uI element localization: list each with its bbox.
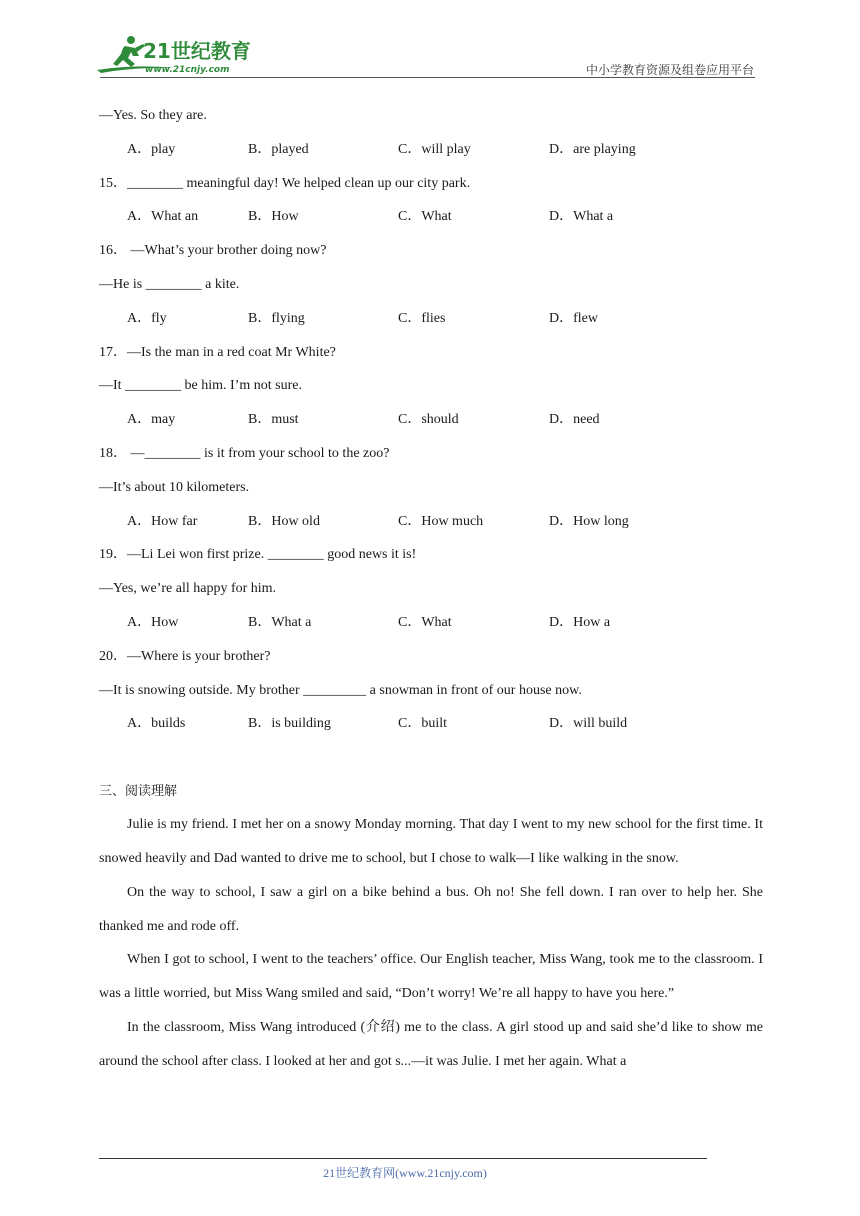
answer-option: D．flew — [549, 310, 598, 326]
answer-options — [99, 408, 763, 442]
question-line: —It ________ be him. I’m not sure. — [99, 378, 302, 394]
answer-option: D．need — [549, 412, 600, 428]
answer-option: B．is building — [248, 716, 331, 732]
question-line: —Yes, we’re all happy for him. — [99, 581, 277, 597]
answer-options — [99, 510, 763, 544]
question-line: —It’s about 10 kilometers. — [99, 479, 250, 495]
section-title: 三、阅读理解 — [99, 784, 178, 800]
platform-name: 中小学教育资源及组卷应用平台 — [585, 63, 754, 77]
answer-option: D．How a — [549, 614, 611, 630]
passage-paragraph: In the classroom, Miss Wang introduced (介绍) me to the class. A girl stood up and said she’d like to show me around the school after class. I looked at her and got s...—it was Julie. I met her again. What a — [99, 1019, 763, 1069]
passage-paragraph: On the way to school, I saw a girl on a bike behind a bus. Oh no! She fell down. I ran over to help her. She thanked me and rode off. — [99, 884, 763, 934]
answer-options — [99, 138, 763, 172]
passage-paragraph: When I got to school, I went to the teachers’ office. Our English teacher, Miss Wang, took me to the classroom. I was a little worried, but Miss Wang smiled and said, “Don’t worry! We’re all happy to have you here.” — [99, 952, 763, 1002]
svg-text:www.21cnjy.com: www.21cnjy.com — [145, 65, 230, 75]
question-line: —Yes. So they are. — [99, 108, 207, 123]
svg-text:21世纪教育: 21世纪教育 — [143, 39, 251, 63]
answer-option: D．will build — [549, 716, 628, 732]
question-line: 15．________ meaningful day! We helped clean up our city park. — [99, 175, 471, 191]
question-lines — [99, 104, 763, 746]
answer-options — [99, 712, 763, 746]
answer-option: D．What a — [549, 209, 614, 225]
passage-paragraph: Julie is my friend. I met her on a snowy Monday morning. That day I went to my new school for the first time. It snowed heavily and Dad wanted to drive me to school, but I chose to walk—I like walking in the snow. — [99, 817, 763, 866]
answer-option: C．How much — [398, 513, 484, 529]
answer-option: B．What a — [248, 614, 312, 630]
answer-option: C．What — [398, 209, 452, 225]
answer-option: C．built — [398, 716, 448, 732]
answer-option: A．play — [127, 141, 176, 157]
answer-option: C．will play — [398, 141, 471, 157]
answer-option: B．played — [248, 141, 309, 157]
question-line: —It is snowing outside. My brother _________ a snowman in front of our house now. — [99, 682, 582, 698]
reading-passage — [99, 808, 763, 1078]
page-header — [0, 0, 860, 80]
answer-option: A．may — [127, 412, 176, 428]
answer-option: B．must — [248, 412, 299, 428]
question-line: 20．—Where is your brother? — [99, 648, 271, 664]
answer-option: C．should — [398, 412, 459, 428]
answer-option: B．How — [248, 209, 299, 225]
answer-option: A．builds — [127, 716, 186, 732]
footer-divider — [99, 1158, 707, 1159]
answer-option: C．What — [398, 614, 452, 630]
footer-text: 21世纪教育网(www.21cnjy.com) — [323, 1166, 487, 1180]
document-body — [99, 104, 763, 1079]
answer-option: D．are playing — [549, 141, 636, 157]
answer-options — [99, 307, 763, 341]
question-line: 18． —________ is it from your school to the zoo? — [99, 445, 390, 461]
logo-runner-icon — [95, 34, 260, 78]
answer-option: A．fly — [127, 310, 167, 326]
answer-option: B．flying — [248, 310, 305, 326]
page-footer — [0, 1164, 860, 1181]
question-line: —He is ________ a kite. — [99, 276, 240, 292]
question-line: 19．—Li Lei won first prize. ________ good news it is! — [99, 547, 417, 563]
answer-option: C．flies — [398, 310, 446, 326]
answer-options — [99, 205, 763, 239]
answer-option: D．How long — [549, 513, 629, 529]
section-gap — [99, 746, 763, 780]
answer-option: A．What an — [127, 209, 199, 225]
answer-option: A．How far — [127, 513, 198, 529]
answer-option: B．How old — [248, 513, 320, 529]
answer-options — [99, 611, 763, 645]
question-line: 16． —What’s your brother doing now? — [99, 243, 327, 259]
logo — [95, 34, 260, 78]
question-line: 17．—Is the man in a red coat Mr White? — [99, 344, 336, 360]
header-divider — [100, 77, 755, 78]
answer-option: A．How — [127, 614, 179, 630]
